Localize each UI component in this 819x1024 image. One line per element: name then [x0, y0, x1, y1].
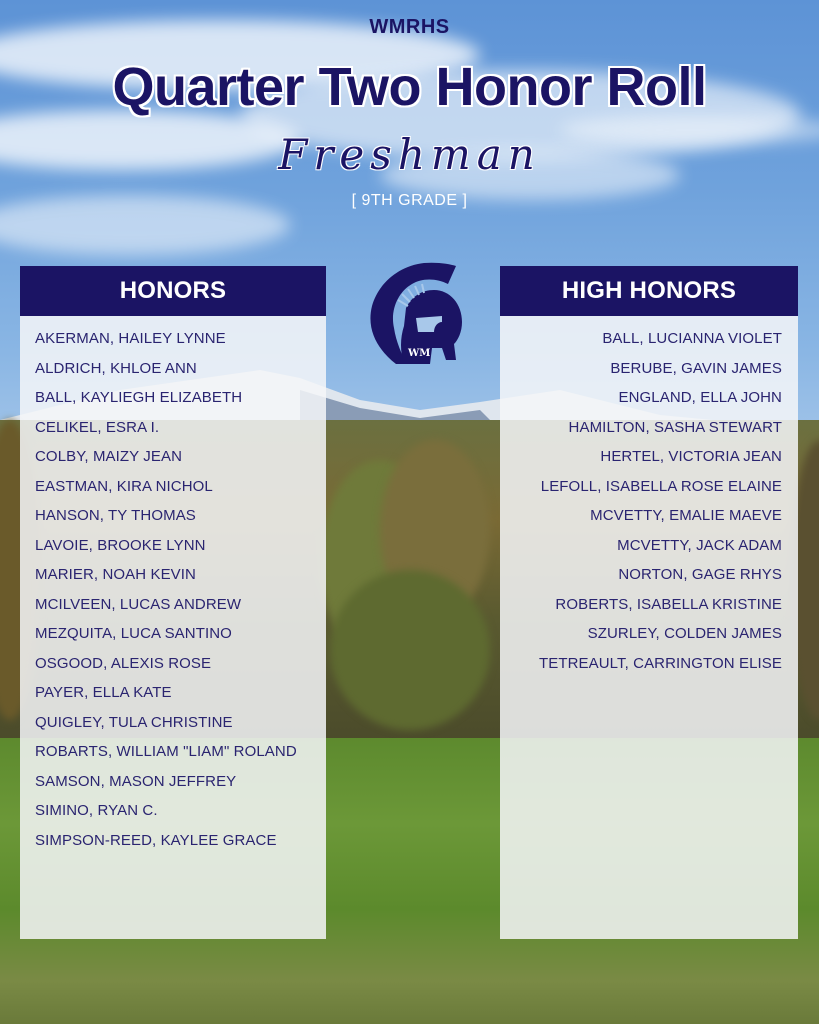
high-honors-list [500, 316, 798, 939]
list-item: LEFOLL, ISABELLA ROSE ELAINE [540, 477, 782, 495]
list-item: BERUBE, GAVIN JAMES [610, 359, 782, 377]
list-item: PAYER, ELLA KATE [35, 684, 172, 701]
list-item: LAVOIE, BROOKE LYNN [35, 536, 206, 554]
list-item: ROBARTS, WILLIAM "LIAM" ROLAND [35, 743, 297, 760]
class-subtitle: Freshman [278, 130, 541, 179]
list-item: MCILVEEN, LUCAS ANDREW [35, 595, 242, 613]
spartan-helmet-icon [358, 260, 468, 368]
list-item: SAMSON, MASON JEFFREY [35, 772, 237, 790]
list-item: BALL, LUCIANNA VIOLET [602, 330, 782, 347]
list-item: HERTEL, VICTORIA JEAN [600, 448, 782, 465]
page-title: Quarter Two Honor Roll [112, 57, 707, 117]
list-item: MCVETTY, JACK ADAM [617, 536, 782, 554]
logo-text: WM [408, 348, 431, 359]
list-item: MARIER, NOAH KEVIN [35, 566, 196, 583]
list-item: AKERMAN, HAILEY LYNNE [35, 330, 226, 347]
honors-list [20, 316, 326, 939]
high-honors-panel [500, 266, 798, 939]
honors-panel [20, 266, 326, 939]
honors-header: HONORS [20, 266, 326, 316]
list-item: ROBERTS, ISABELLA KRISTINE [555, 595, 782, 613]
high-honors-header: HIGH HONORS [500, 266, 798, 316]
list-item: SIMPSON-REED, KAYLEE GRACE [35, 831, 277, 849]
school-name: WMRHS [369, 16, 450, 38]
list-item: MEZQUITA, LUCA SANTINO [35, 625, 232, 642]
list-item: MCVETTY, EMALIE MAEVE [590, 507, 782, 524]
list-item: SZURLEY, COLDEN JAMES [587, 625, 782, 642]
list-item: TETREAULT, CARRINGTON ELISE [538, 654, 782, 672]
list-item: NORTON, GAGE RHYS [618, 566, 782, 583]
list-item: EASTMAN, KIRA NICHOL [35, 477, 213, 495]
list-item: HANSON, TY THOMAS [35, 507, 196, 524]
list-item: ALDRICH, KHLOE ANN [35, 359, 197, 377]
list-item: OSGOOD, ALEXIS ROSE [35, 654, 212, 672]
list-item: SIMINO, RYAN C. [35, 802, 158, 819]
list-item: ENGLAND, ELLA JOHN [618, 389, 782, 406]
list-item: BALL, KAYLIEGH ELIZABETH [35, 389, 243, 406]
grade-label: [ 9TH GRADE ] [351, 192, 468, 209]
list-item: COLBY, MAIZY JEAN [35, 448, 183, 465]
list-item: CELIKEL, ESRA I. [35, 418, 160, 436]
list-item: QUIGLEY, TULA CHRISTINE [35, 713, 233, 731]
list-item: HAMILTON, SASHA STEWART [568, 418, 782, 436]
